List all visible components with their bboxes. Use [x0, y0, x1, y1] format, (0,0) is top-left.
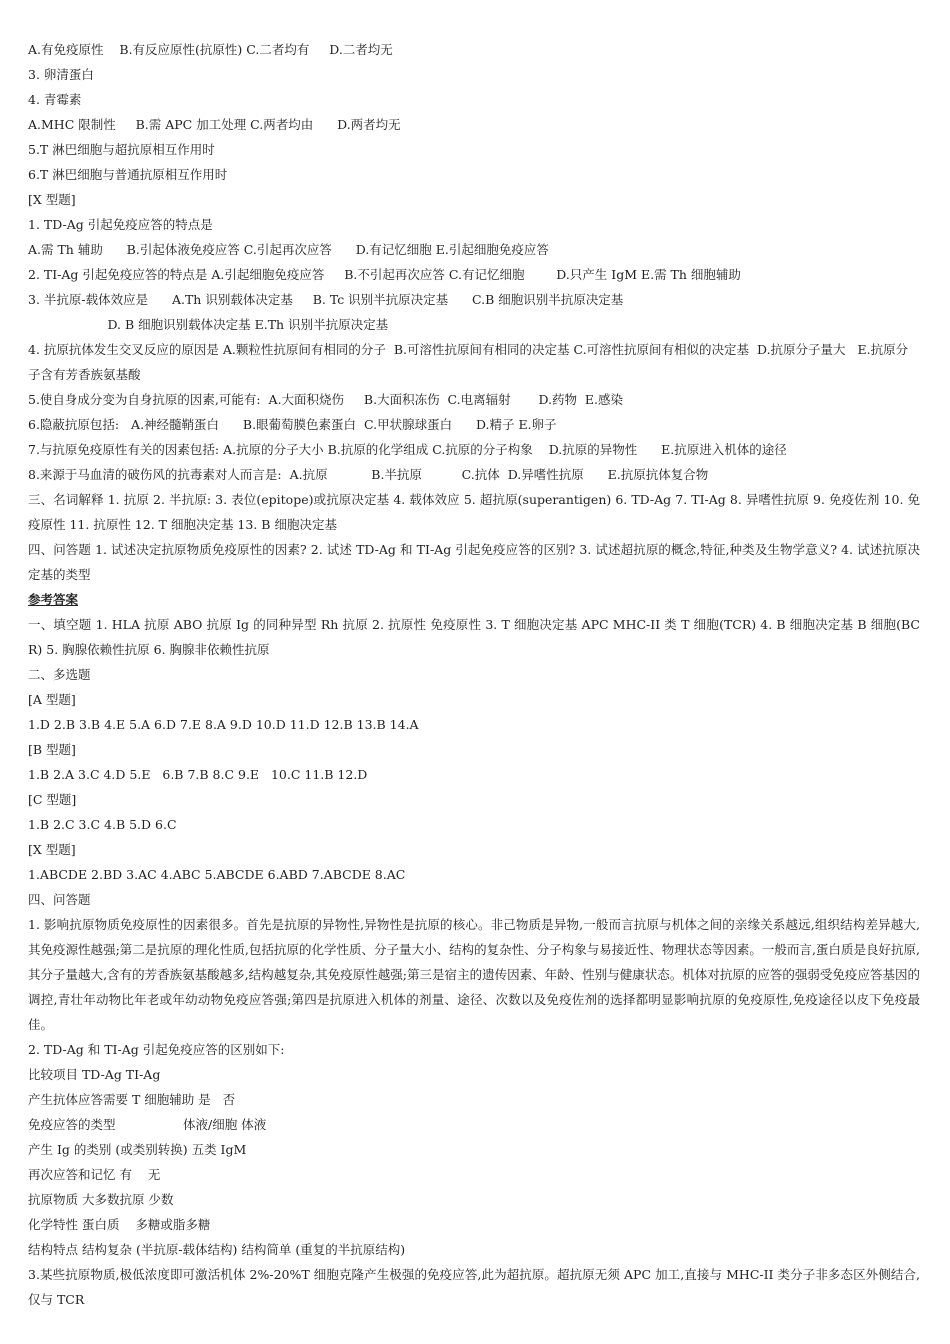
option-line: D. B 细胞识别载体决定基 E.Th 识别半抗原决定基 [28, 317, 389, 332]
answer-section-title: 二、多选题 [28, 667, 91, 682]
document-page [28, 37, 920, 1312]
answer-key-line: 1.ABCDE 2.BD 3.AC 4.ABC 5.ABCDE 6.ABD 7.ABCDE 8.AC [28, 867, 406, 882]
answer-paragraph: 3.某些抗原物质,极低浓度即可激活机体 2%-20%T 细胞克隆产生极强的免疫应答,此为超抗原。超抗原无须 APC 加工,直接与 MHC-II 类分子非多态区外侧结合,仅与 TCR [28, 1267, 920, 1307]
comparison-row: 产生 Ig 的类别 (或类别转换) 五类 IgM [28, 1142, 247, 1157]
comparison-row: 化学特性 蛋白质 多糖或脂多糖 [28, 1217, 211, 1232]
qa-section: 四、问答题 1. 试述决定抗原物质免疫原性的因素? 2. 试述 TD-Ag 和 TI-Ag 引起免疫应答的区别? 3. 试述超抗原的概念,特征,种类及生物学意义? 4. 试述抗原决定基的类型 [28, 542, 920, 582]
comparison-row: 比较项目 TD-Ag TI-Ag [28, 1067, 161, 1082]
answer-paragraph: 2. TD-Ag 和 TI-Ag 引起免疫应答的区别如下: [28, 1042, 285, 1057]
answer-type-label: [A 型题] [28, 692, 76, 707]
option-line-1: A.有免疫原性 B.有反应原性(抗原性) C.二者均有 D.二者均无 [28, 42, 393, 57]
answer-paragraph: 1. 影响抗原物质免疫原性的因素很多。首先是抗原的异物性,异物性是抗原的核心。非己物质是异物,一般而言抗原与机体之间的亲缘关系越远,组织结构差异越大,其免疫源性越强;第二是抗原的理化性质,包括抗原的化学性质、分子量大小、结构的复杂性、分子构象与易接近性、物理状态等因素。一般而言,蛋白质是良好抗原,其分子量越大,含有的芳香族氨基酸越多,结构越复杂,其免疫原性越强;第三是宿主的遗传因素、年龄、性别与健康状态。机体对抗原的应答的强弱受免疫应答基因的调控,青壮年动物比年老或年幼动物免疫应答强;第四是抗原进入机体的剂量、途径、次数以及免疫佐剂的选择都明显影响抗原的免疫原性,免疫途径以皮下免疫最佳。 [28, 917, 920, 1032]
question-line: 6.T 淋巴细胞与普通抗原相互作用时 [28, 167, 228, 182]
question-line: 3. 半抗原-载体效应是 A.Th 识别载体决定基 B. Tc 识别半抗原决定基 C.B 细胞识别半抗原决定基 [28, 292, 624, 307]
answers-heading: 参考答案 [28, 592, 79, 607]
answer-key-line: 1.D 2.B 3.B 4.E 5.A 6.D 7.E 8.A 9.D 10.D 11.D 12.B 13.B 14.A [28, 717, 419, 732]
comparison-row: 免疫应答的类型 体液/细胞 体液 [28, 1117, 267, 1132]
question-line: 2. TI-Ag 引起免疫应答的特点是 A.引起细胞免疫应答 B.不引起再次应答 C.有记忆细胞 D.只产生 IgM E.需 Th 细胞辅助 [28, 267, 741, 282]
answer-type-label: [C 型题] [28, 792, 77, 807]
option-line-2: A.MHC 限制性 B.需 APC 加工处理 C.两者均由 D.两者均无 [28, 117, 401, 132]
option-line: A.需 Th 辅助 B.引起体液免疫应答 C.引起再次应答 D.有记忆细胞 E.引起细胞免疫应答 [28, 242, 549, 257]
answer-key-line: 1.B 2.A 3.C 4.D 5.E 6.B 7.B 8.C 9.E 10.C 11.B 12.D [28, 767, 368, 782]
comparison-row: 再次应答和记忆 有 无 [28, 1167, 161, 1182]
question-line: 4. 抗原抗体发生交叉反应的原因是 A.颗粒性抗原间有相同的分子 B.可溶性抗原间有相同的决定基 C.可溶性抗原间有相似的决定基 D.抗原分子量大 E.抗原分子含有芳香族氨基酸 [28, 342, 909, 382]
question-line: 8.来源于马血清的破伤风的抗毒素对人而言是: A.抗原 B.半抗原 C.抗体 D.异嗜性抗原 E.抗原抗体复合物 [28, 467, 709, 482]
question-line: 5.T 淋巴细胞与超抗原相互作用时 [28, 142, 215, 157]
answer-fill-blank: 一、填空题 1. HLA 抗原 ABO 抗原 Ig 的同种异型 Rh 抗原 2. 抗原性 免疫原性 3. T 细胞决定基 APC MHC-II 类 T 细胞(TCR) 4. B 细胞决定基 B 细胞(BCR) 5. 胸腺依赖性抗原 6. 胸腺非依赖性抗原 [28, 617, 920, 657]
question-line: 1. TD-Ag 引起免疫应答的特点是 [28, 217, 213, 232]
term-definition-section: 三、名词解释 1. 抗原 2. 半抗原: 3. 表位(epitope)或抗原决定基 4. 载体效应 5. 超抗原(superantigen) 6. TD-Ag 7. TI-Ag 8. 异嗜性抗原 9. 免疫佐剂 10. 免疫原性 11. 抗原性 12. T 细胞决定基 13. B 细胞决定基 [28, 492, 920, 532]
question-line: 3. 卵清蛋白 [28, 67, 94, 82]
comparison-row: 产生抗体应答需要 T 细胞辅助 是 否 [28, 1092, 236, 1107]
answer-type-label: [X 型题] [28, 842, 76, 857]
comparison-row: 抗原物质 大多数抗原 少数 [28, 1192, 174, 1207]
answer-section-title: 四、问答题 [28, 892, 91, 907]
answer-type-label: [B 型题] [28, 742, 76, 757]
comparison-row: 结构特点 结构复杂 (半抗原-载体结构) 结构简单 (重复的半抗原结构) [28, 1242, 406, 1257]
question-line: 4. 青霉素 [28, 92, 82, 107]
question-line: 7.与抗原免疫原性有关的因素包括: A.抗原的分子大小 B.抗原的化学组成 C.抗原的分子构象 D.抗原的异物性 E.抗原进入机体的途径 [28, 442, 787, 457]
question-line: 5.使自身成分变为自身抗原的因素,可能有: A.大面积烧伤 B.大面积冻伤 C.电离辐射 D.药物 E.感染 [28, 392, 624, 407]
answer-key-line: 1.B 2.C 3.C 4.B 5.D 6.C [28, 817, 177, 832]
section-label-x-type: [X 型题] [28, 192, 76, 207]
question-line: 6.隐蔽抗原包括: A.神经髓鞘蛋白 B.眼葡萄膜色素蛋白 C.甲状腺球蛋白 D.精子 E.卵子 [28, 417, 557, 432]
